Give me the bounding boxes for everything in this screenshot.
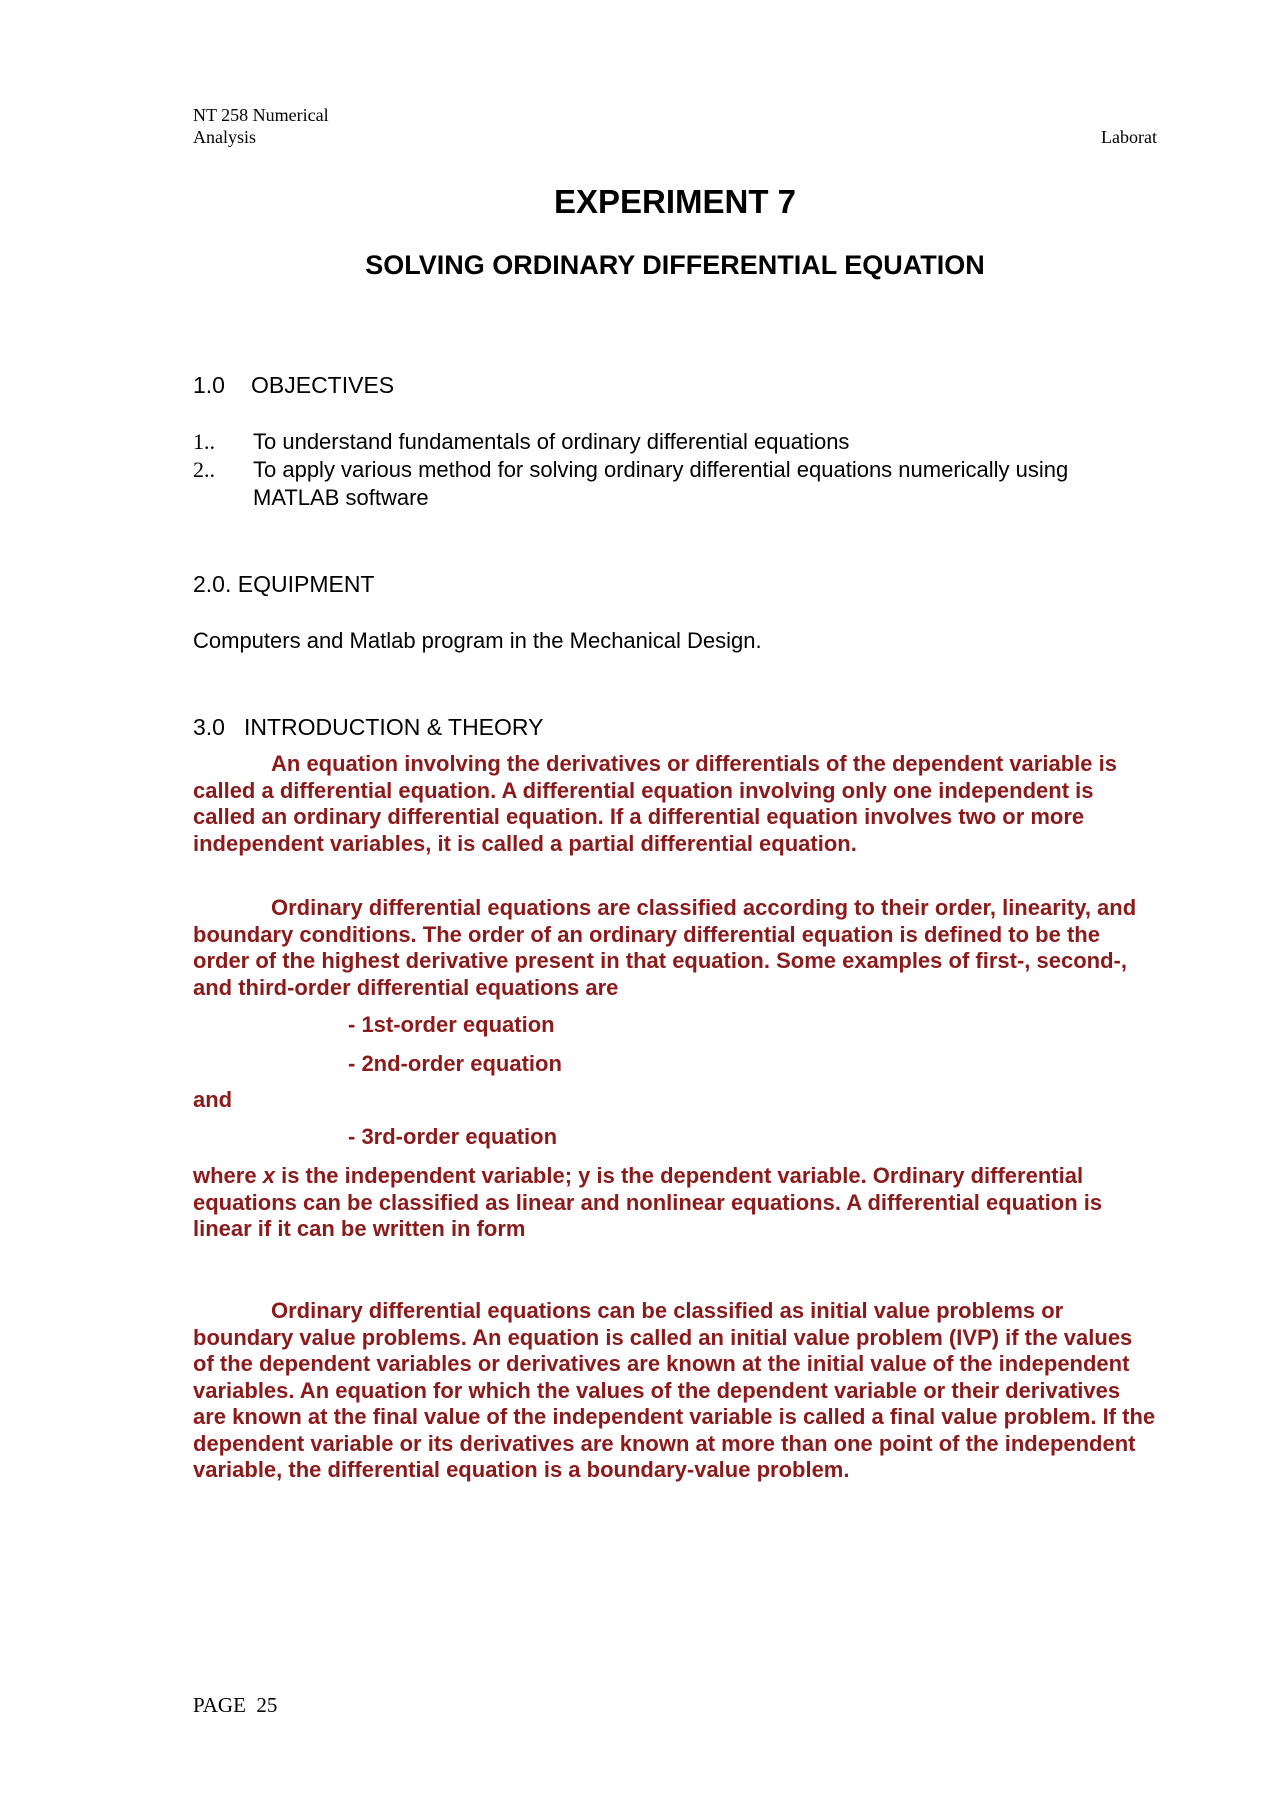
theory-paragraph-4-text: Ordinary differential equations can be classified as initial value problems or boundary value problems. An equation is called an initial value problem (IVP) if the values of the dependent variables or derivatives are known at the initial value of the independent variables. An equation for which the values of the dependent variable or their derivatives are known at the final value of the independent variable is called a final value problem. If the dependent variable or its derivatives are known at more than one point of the independent variable, the differential equation is a boundary-value problem. — [193, 1298, 1156, 1482]
header-course-line1: NT 258 Numerical — [193, 105, 329, 125]
header-right: Laborat — [1101, 127, 1157, 147]
theory-paragraph-3 — [193, 1163, 1157, 1243]
theory-paragraph-3-text: is the independent variable; y is the dependent variable. Ordinary differential equations can be classified as linear and nonlinear equations. A differential equation is linear if it can be written in form — [193, 1163, 1103, 1241]
list-item-marker: 1.. — [193, 429, 215, 454]
theory-title: INTRODUCTION & THEORY — [244, 714, 544, 740]
page-number: 25 — [256, 1693, 278, 1717]
theory-paragraph-1-text: An equation involving the derivatives or differentials of the dependent variable is called a differential equation. A differential equation involving only one independent is called an ordinary differential equation. If a differential equation involves two or more independent variables, it is called a partial differential equation. — [193, 751, 1117, 856]
page-subtitle: SOLVING ORDINARY DIFFERENTIAL EQUATION — [365, 250, 985, 280]
equipment-heading: 2.0. EQUIPMENT — [193, 571, 375, 597]
list-item — [193, 456, 1157, 512]
page-title: EXPERIMENT 7 — [553, 183, 797, 220]
theory-paragraph-1 — [193, 751, 1157, 857]
theory-paragraph-4 — [193, 1298, 1157, 1484]
objectives-heading — [193, 371, 394, 399]
list-item — [193, 428, 1157, 456]
page-label: PAGE — [193, 1693, 246, 1717]
list-item-marker: 2.. — [193, 457, 215, 482]
theory-paragraph-2-text: Ordinary differential equations are classified according to their order, linearity, and boundary conditions. The order of an ordinary differential equation is defined to be the order of the highest derivative present in that equation. Some examples of first-, second-, and third-order differential equations are — [193, 895, 1137, 1000]
list-item-text: To understand fundamentals of ordinary differential equations — [253, 429, 850, 454]
objectives-title: OBJECTIVES — [251, 372, 395, 398]
theory-heading — [193, 713, 543, 741]
header-course — [193, 104, 329, 148]
objectives-list — [193, 428, 1157, 512]
theory-paragraph-2 — [193, 895, 1157, 1001]
page-footer — [193, 1692, 277, 1718]
theory-paragraph-3-prefix: where — [193, 1163, 257, 1188]
theory-number: 3.0 — [193, 714, 225, 740]
equation-label-3rd-order: - 3rd-order equation — [348, 1124, 558, 1149]
list-item-text: To apply various method for solving ordinary differential equations numerically using MATLAB software — [253, 457, 1069, 510]
equation-label-1st-order: - 1st-order equation — [348, 1012, 555, 1037]
equation-label-2nd-order: - 2nd-order equation — [348, 1051, 562, 1076]
equipment-text: Computers and Matlab program in the Mechanical Design. — [193, 628, 762, 653]
header-course-line2: Analysis — [193, 127, 256, 147]
objectives-number: 1.0 — [193, 372, 225, 398]
conjunction-and: and — [193, 1087, 233, 1112]
variable-x: x — [262, 1163, 275, 1188]
